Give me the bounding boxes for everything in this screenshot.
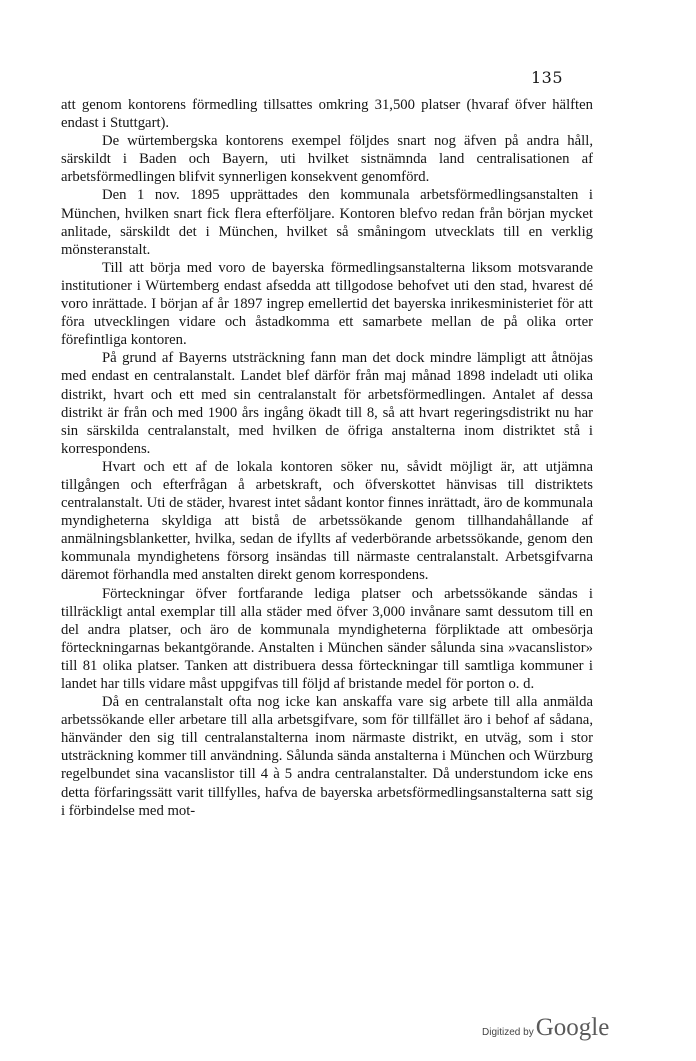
paragraph: Hvart och ett af de lokala kontoren söker nu, såvidt möjligt är, att utjämna tillgången och efterfrågan å arbetskraft, och öfverskottet hänvisas till distriktets centralanstalt. Uti de städer, hvarest intet sådant kontor finnes inrättadt, äro de kommunala myndigheterna skyldiga att bistå de arbetssökande genom tillhandahållande af anmälningsblanketter, hvilka, sedan de ifyllts af vederbörande arbetssökande, genom den kommunala myndighetens försorg insändas till närmaste centralanstalt. Arbetsgifvarna däremot förhandla med anstalten direkt genom korrespondens. [61, 458, 593, 584]
paragraph: Den 1 nov. 1895 upprättades den kommunala arbetsförmedlingsanstalten i München, hvilken snart fick flera efterföljare. Kontoren blefvo redan från början mycket anlitade, särskildt det i München, hvilket så småningom utvecklats till en verklig mönsteranstalt. [61, 187, 593, 258]
digitized-watermark [482, 1014, 609, 1042]
paragraph: Förteckningar öfver fortfarande lediga platser och arbetssökande sändas i tillräckligt antal exemplar till alla städer med öfver 3,000 invånare samt dessutom till en del andra platser, och äro de kommunala myndigheterna förpliktade att ombesörja förteckningarnas bekantgörande. Anstalten i München sänder sålunda sina »vacanslistor» till 81 olika platser. Tanken att distribuera dessa förteckningar till samtliga kommuner i landet har tills vidare måst uppgifvas till följd af bristande medel för porton o. d. [61, 585, 593, 692]
paragraph: De würtembergska kontorens exempel följdes snart nog äfven på andra håll, särskildt i Baden och Bayern, uti hvilket sistnämnda land centralisationen af arbetsförmedlingen blifvit synnerligen konsekvent genomförd. [61, 133, 593, 186]
page-number: 135 [531, 68, 564, 87]
watermark-label: Digitized by [482, 1027, 534, 1038]
paragraph: Till att börja med voro de bayerska förmedlingsanstalterna liksom motsvarande institutioner i Würtemberg endast afsedda att tillgodose behofvet uti den stad, hvarest dé voro inrättade. I början af år 1897 ingrep emellertid det bayerska inrikesministeriet för att föra utvecklingen vidare och åstadkomma ett samarbete mellan de på olika orter förefintliga kontoren. [61, 259, 593, 349]
body-text [61, 96, 593, 820]
paragraph: På grund af Bayerns utsträckning fann man det dock mindre lämpligt att åtnöjas med endast en centralanstalt. Landet blef därför från maj månad 1898 indeladt uti olika distrikt, hvart och ett med sin centralanstalt för arbetsförmedlingen. Antalet af dessa distrikt är från och med 1900 års ingång ökadt till 8, så att hvart regeringsdistrikt nu har sin särskilda centralanstalt, med hvilken de öfriga anstalterna inom distriktet stå i korrespondens. [61, 350, 593, 457]
google-logo: Google [535, 1014, 610, 1041]
paragraph: att genom kontorens förmedling tillsattes omkring 31,500 platser (hvaraf öfver hälften endast i Stuttgart). [61, 97, 593, 132]
paragraph: Då en centralanstalt ofta nog icke kan anskaffa vare sig arbete till alla anmälda arbetssökande eller arbetare till alla arbetsgifvare, som för tillfället äro i behof af sådana, hänvänder den sig till centralanstalterna inom närmaste distrikt, en utväg, som i stor utsträckning kommer till användning. Sålunda sända anstalterna i München och Würzburg regelbundet sina vacanslistor till 4 à 5 andra centralanstalter. Då understundom icke ens detta förfaringssätt varit tillfylles, hafva de bayerska arbetsförmedlingsanstalterna satt sig i förbindelse med mot- [61, 694, 593, 819]
